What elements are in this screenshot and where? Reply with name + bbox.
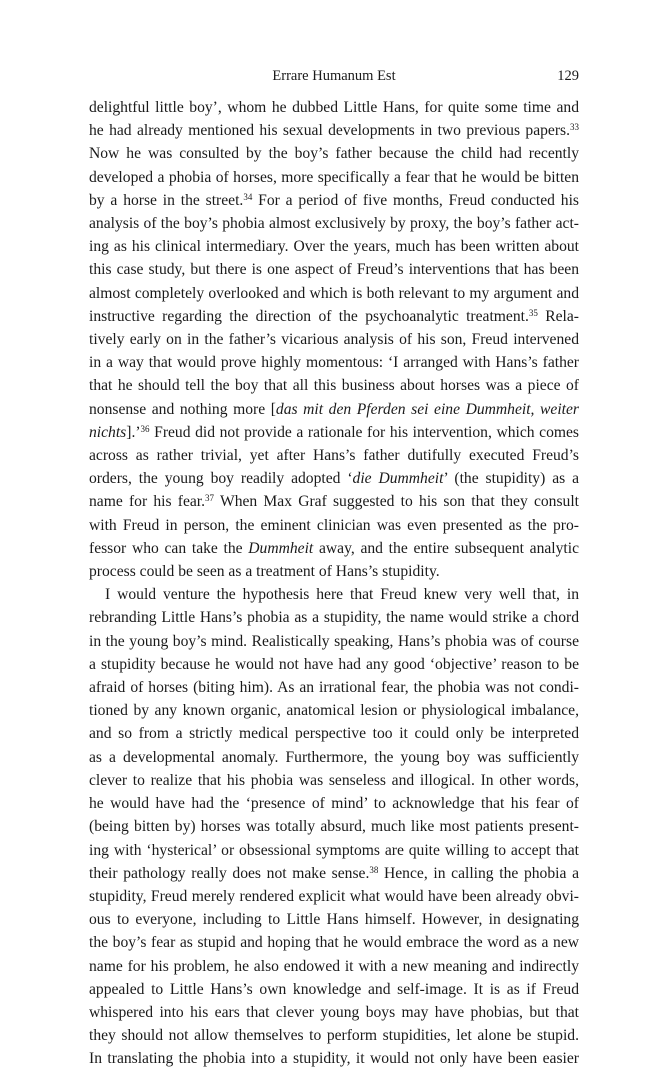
text-segment: whispered into his ears that clever young boys may have phobias, but that <box>89 1003 579 1021</box>
text-line <box>89 398 579 421</box>
text-segment: afraid of horses (biting him). As an irrational fear, the phobia was not condi- <box>89 679 579 697</box>
text-line <box>89 189 579 212</box>
text-line <box>89 931 579 954</box>
text-segment: nonsense and nothing more [ <box>89 400 276 418</box>
text-line <box>89 235 579 258</box>
text-segment: Rela- <box>537 307 579 325</box>
text-segment: Now he was consulted by the boy’s father because the child had recently <box>89 145 579 163</box>
text-segment: tioned by any known organic, anatomical lesion or physiological imbalance, <box>89 702 579 720</box>
body-text <box>89 96 579 1071</box>
text-segment: and so from a strictly medical perspective too it could only be interpreted <box>89 725 579 743</box>
text-segment: delightful little boy’, whom he dubbed Little Hans, for quite some time and <box>89 99 579 116</box>
text-line <box>89 885 579 908</box>
text-line <box>89 119 579 142</box>
text-segment: he would have had the ‘presence of mind’ to acknowledge that his fear of <box>89 795 579 813</box>
text-segment: ing with ‘hysterical’ or obsessional symptoms are quite willing to accept that <box>89 841 579 859</box>
text-segment: name for his fear. <box>89 493 206 511</box>
text-line <box>89 1047 579 1070</box>
text-segment: in the young boy’s mind. Realistically speaking, Hans’s phobia was of course <box>89 632 579 650</box>
text-segment: this case study, but there is one aspect of Freud’s interventions that has been <box>89 261 579 279</box>
text-segment: clever to realize that his phobia was senseless and illogical. In other words, <box>89 771 579 789</box>
text-segment: almost completely overlooked and which is both relevant to my argument and <box>89 284 579 302</box>
text-line <box>89 537 579 560</box>
text-segment: When Max Graf suggested to his son that they consult <box>214 493 579 511</box>
text-line <box>89 560 579 583</box>
text-line <box>89 1024 579 1047</box>
text-line <box>89 490 579 513</box>
text-line <box>89 908 579 931</box>
text-segment: ].’ <box>126 423 141 441</box>
italic-phrase: nichts <box>89 423 127 441</box>
text-line <box>89 166 579 189</box>
text-line <box>89 142 579 165</box>
text-line <box>89 792 579 815</box>
text-segment: developed a phobia of horses, more specifically a fear that he would be bitten <box>89 168 579 186</box>
text-segment: fessor who can take the <box>89 539 249 557</box>
text-line <box>89 351 579 374</box>
footnote-reference: 37 <box>205 493 215 504</box>
text-segment: rebranding Little Hans’s phobia as a stupidity, the name would strike a chord <box>89 609 579 627</box>
text-segment: ing as his clinical intermediary. Over the years, much has been written about <box>89 238 579 256</box>
text-segment: by a horse in the street. <box>89 191 244 209</box>
footnote-reference: 36 <box>140 423 150 434</box>
text-line <box>89 212 579 235</box>
text-line <box>89 606 579 629</box>
text-line <box>89 1001 579 1024</box>
text-line <box>89 815 579 838</box>
text-line <box>89 96 579 119</box>
running-title: Errare Humanum Est <box>272 68 396 84</box>
text-segment: he had already mentioned his sexual developments in two previous papers. <box>89 122 570 140</box>
text-line <box>89 839 579 862</box>
text-line <box>89 676 579 699</box>
page-number: 129 <box>557 68 579 84</box>
text-line <box>89 305 579 328</box>
text-segment: ’ (the stupidity) as a <box>443 470 580 488</box>
text-segment: name for his problem, he also endowed it with a new meaning and indirectly <box>89 957 579 975</box>
text-segment: stupidity, Freud merely rendered explicit what would have been already obvi- <box>89 887 579 905</box>
text-line <box>89 421 579 444</box>
text-line <box>89 630 579 653</box>
footnote-reference: 33 <box>570 122 579 133</box>
text-segment: For a period of five months, Freud conducted his <box>252 191 579 209</box>
footnote-reference: 34 <box>243 191 253 202</box>
text-segment: away, and the entire subsequent analytic <box>313 539 580 557</box>
italic-phrase: Dummheit <box>248 539 314 557</box>
text-segment: in a way that would prove highly momentous: ‘I arranged with Hans’s father <box>89 354 579 372</box>
text-line <box>89 978 579 1001</box>
italic-phrase: das mit den Pferden sei eine Dummheit, weiter <box>275 400 579 418</box>
text-segment: tively early on in the father’s vicarious analysis of his son, Freud intervened <box>89 331 579 349</box>
text-segment: process could be seen as a treatment of Hans’s stupidity. <box>89 563 440 581</box>
text-line <box>89 722 579 745</box>
text-line <box>89 583 579 606</box>
text-segment: that he should tell the boy that all this business about horses was a piece of <box>89 377 579 395</box>
italic-phrase: die Dummheit <box>352 470 444 488</box>
text-segment: their pathology really does not make sense. <box>89 864 370 882</box>
footnote-reference: 35 <box>528 307 538 318</box>
text-segment: In translating the phobia into a stupidity, it would not only have been easier <box>89 1050 579 1068</box>
text-segment: (being bitten by) horses was totally absurd, much like most patients present- <box>89 818 579 836</box>
text-line <box>89 282 579 305</box>
text-line <box>89 746 579 769</box>
text-segment: ous to everyone, including to Little Hans himself. However, in designating <box>89 911 579 929</box>
text-line <box>89 444 579 467</box>
footnote-reference: 38 <box>369 864 379 875</box>
text-segment: as a developmental anomaly. Furthermore, the young boy was sufficiently <box>89 748 579 766</box>
text-line <box>89 699 579 722</box>
text-segment: orders, the young boy readily adopted ‘ <box>89 470 353 488</box>
text-line <box>89 374 579 397</box>
text-line <box>89 862 579 885</box>
text-segment: the boy’s fear as stupid and hoping that he would embrace the word as a new <box>89 934 579 952</box>
text-segment: a stupidity because he would not have had any good ‘objective’ reason to be <box>89 655 579 673</box>
text-segment: they should not allow themselves to perform stupidities, let alone be stupid. <box>89 1027 579 1045</box>
text-segment: across as rather trivial, yet after Hans’s father dutifully executed Freud’s <box>89 447 579 465</box>
text-segment: appealed to Little Hans’s own knowledge and self-image. It is as if Freud <box>89 980 579 998</box>
running-head <box>89 62 579 88</box>
book-page <box>89 62 579 1071</box>
text-segment: analysis of the boy’s phobia almost exclusively by proxy, the boy’s father act- <box>89 215 579 233</box>
text-line <box>89 653 579 676</box>
text-line <box>89 258 579 281</box>
text-segment: I would venture the hypothesis here that Freud knew very well that, in <box>105 586 579 604</box>
text-line <box>89 514 579 537</box>
text-segment: with Freud in person, the eminent clinician was even presented as the pro- <box>89 516 579 534</box>
text-segment: Hence, in calling the phobia a <box>378 864 579 882</box>
text-line <box>89 467 579 490</box>
text-segment: Freud did not provide a rationale for his intervention, which comes <box>149 423 579 441</box>
text-segment: instructive regarding the direction of the psychoanalytic treatment. <box>89 307 529 325</box>
text-line <box>89 328 579 351</box>
text-line <box>89 769 579 792</box>
text-line <box>89 955 579 978</box>
